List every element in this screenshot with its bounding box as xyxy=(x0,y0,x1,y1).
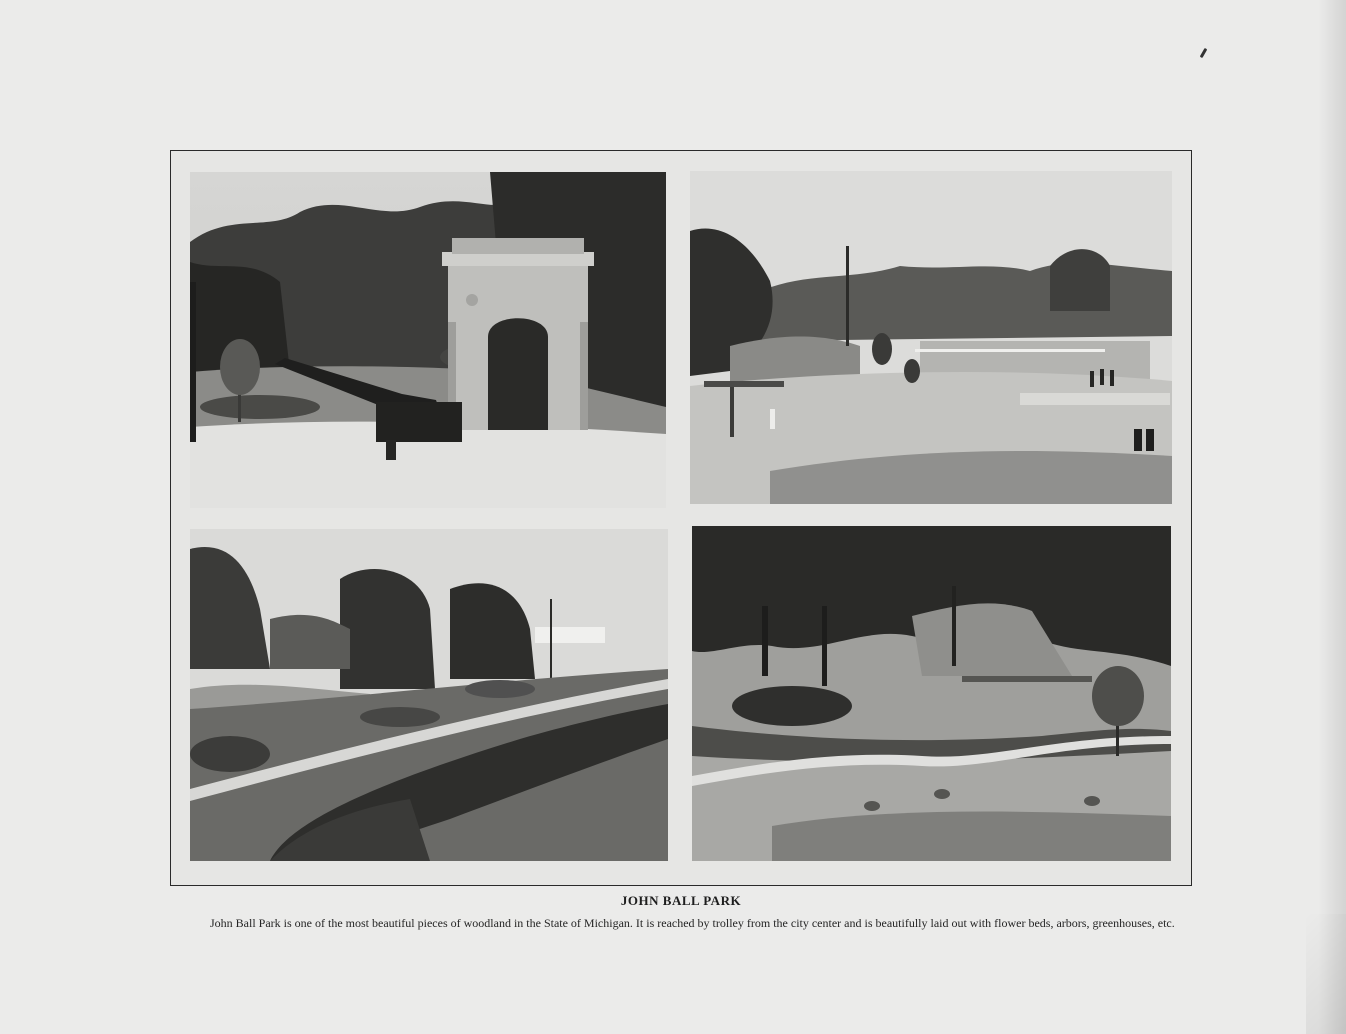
photo-park-grounds-image xyxy=(690,171,1172,504)
photo-wooded-lawn xyxy=(692,526,1171,861)
photo-wooded-lawn-image xyxy=(692,526,1171,861)
page-corner-shading xyxy=(1306,914,1346,1034)
photo-park-grounds xyxy=(690,171,1172,504)
photo-garden-paths-image xyxy=(190,529,668,861)
stray-ink-mark xyxy=(1200,48,1208,58)
caption-body: John Ball Park is one of the most beautiful pieces of woodland in the State of Michigan. It is reached by trolley from the city center and is beautifully laid out with flower beds, arbors, greenhouses, etc. xyxy=(210,916,1175,930)
photo-arch-and-cannon xyxy=(190,172,666,508)
photo-garden-paths xyxy=(190,529,668,861)
caption-title: JOHN BALL PARK xyxy=(620,893,742,908)
page-edge-shadow xyxy=(1318,0,1346,1034)
photo-arch-and-cannon-image xyxy=(190,172,666,508)
